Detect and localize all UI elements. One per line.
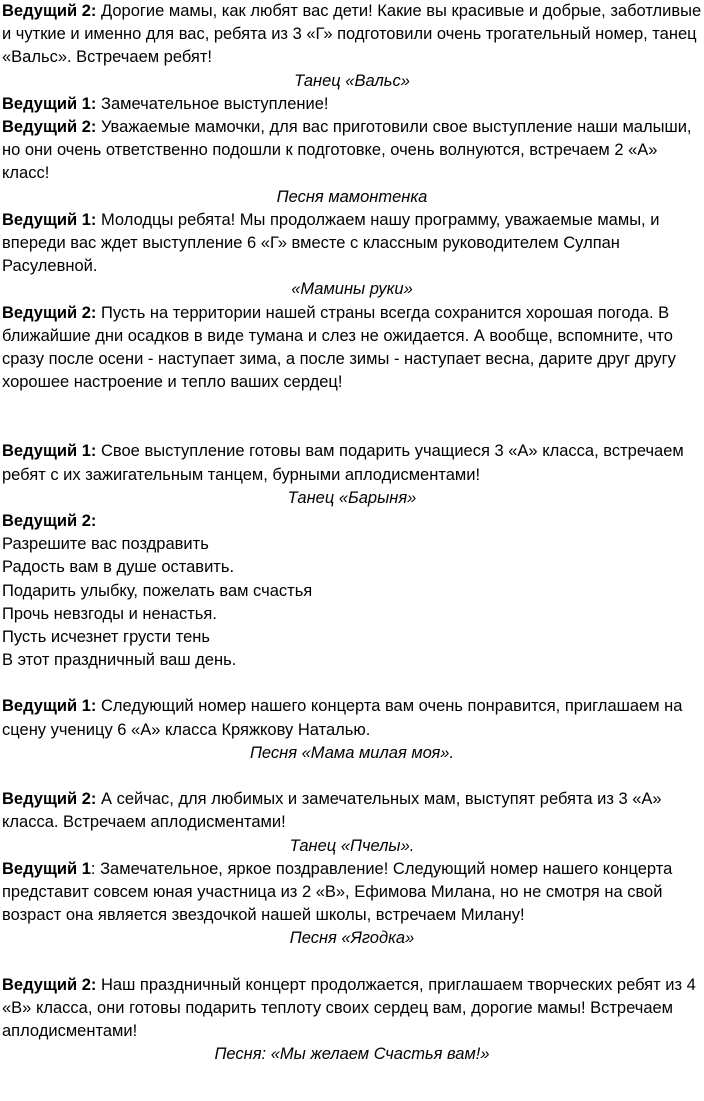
speaker-label: Ведущий 2: (2, 790, 97, 809)
speech-text: : Замечательное, яркое поздравление! Следующий номер нашего концерта представит совсем юная участница из 2 «В», Ефимова Милана, но не смотря на свой возраст она является звездочкой нашей школы, встречаем Милану! (2, 859, 673, 925)
speech-text: Пусть на территории нашей страны всегда сохранится хорошая погода. В ближайшие дни осадков в виде тумана и слез не ожидается. А вообще, вспомните, что сразу после осени - наступает зима, а после зимы - наступает весна, дарите друг другу хорошее настроение и тепло ваших сердец! (2, 303, 676, 392)
performance-title: Танец «Барыня» (287, 488, 417, 507)
speaker-label: Ведущий 1: (2, 442, 97, 461)
host-speech-paragraph (2, 695, 702, 741)
performance-title: Песня «Ягодка» (289, 929, 415, 948)
blank-gap (2, 672, 702, 695)
poem-line: Радость вам в душе оставить. (2, 558, 235, 577)
host-speech-paragraph (2, 302, 702, 395)
speaker-label: Ведущий 1: (2, 94, 97, 113)
blank-gap (2, 951, 702, 974)
speaker-label: Ведущий 2: (2, 118, 97, 137)
speech-text: Дорогие мамы, как любят вас дети! Какие вы красивые и добрые, заботливые и чуткие и именно для вас, ребята из 3 «Г» подготовили очень трогательный номер, танец «Вальс». Встречаем ребят! (2, 2, 702, 67)
performance-title: Песня мамонтенка (276, 187, 428, 206)
speaker-label: Ведущий 2: (2, 512, 97, 531)
document-page (2, 0, 702, 1066)
performance-title: Танец «Вальс» (294, 71, 410, 90)
host-speech-paragraph (2, 858, 702, 928)
performance-title: «Мамины руки» (291, 280, 413, 299)
host-speech-paragraph (2, 510, 702, 533)
host-speech-paragraph (2, 116, 702, 186)
blank-gap (2, 394, 702, 440)
host-speech-paragraph (2, 974, 702, 1044)
speaker-label: Ведущий 2: (2, 303, 97, 322)
speaker-label: Ведущий 2: (2, 975, 97, 994)
speech-text: Следующий номер нашего концерта вам очень понравится, приглашаем на сцену ученицу 6 «А» класса Кряжкову Наталью. (2, 697, 683, 739)
speech-text: Свое выступление готовы вам подарить учащиеся 3 «А» класса, встречаем ребят с их зажигательным танцем, бурными аплодисментами! (2, 442, 684, 484)
performance-title: Песня: «Мы желаем Счастья вам!» (214, 1045, 490, 1064)
host-speech-paragraph (2, 440, 702, 486)
speech-text: Молодцы ребята! Мы продолжаем нашу программу, уважаемые мамы, и впереди вас ждет выступление 6 «Г» вместе с классным руководителем Сулпан Расулевной. (2, 210, 660, 276)
poem-line: В этот праздничный ваш день. (2, 651, 237, 670)
speaker-label: Ведущий 1 (2, 859, 91, 878)
speech-text: Замечательное выступление! (96, 94, 329, 113)
speaker-label: Ведущий 1: (2, 210, 97, 229)
host-speech-paragraph (2, 788, 702, 834)
host-speech-paragraph (2, 93, 702, 116)
poem-line: Подарить улыбку, пожелать вам счастья (2, 581, 313, 600)
speech-text: Наш праздничный концерт продолжается, приглашаем творческих ребят из 4 «В» класса, они готовы подарить теплоту своих сердец вам, дорогие мамы! Встречаем аплодисментами! (2, 975, 696, 1040)
speaker-label: Ведущий 2: (2, 2, 97, 20)
blank-gap (2, 765, 702, 788)
speaker-label: Ведущий 1: (2, 697, 97, 716)
host-speech-paragraph (2, 209, 702, 279)
speech-text: Уважаемые мамочки, для вас приготовили свое выступление наши малыши, но они очень ответственно подошли к подготовке, очень волнуются, встречаем 2 «А» класс! (2, 118, 692, 183)
performance-title: Танец «Пчелы». (289, 836, 415, 855)
poem-line: Прочь невзгоды и ненастья. (2, 604, 217, 623)
poem-line: Разрешите вас поздравить (2, 535, 209, 554)
poem-line: Пусть исчезнет грусти тень (2, 628, 210, 647)
performance-title: Песня «Мама милая моя». (249, 743, 455, 762)
speech-text: А сейчас, для любимых и замечательных мам, выступят ребята из 3 «А» класса. Встречаем аплодисментами! (2, 790, 662, 832)
host-speech-paragraph (2, 0, 702, 70)
